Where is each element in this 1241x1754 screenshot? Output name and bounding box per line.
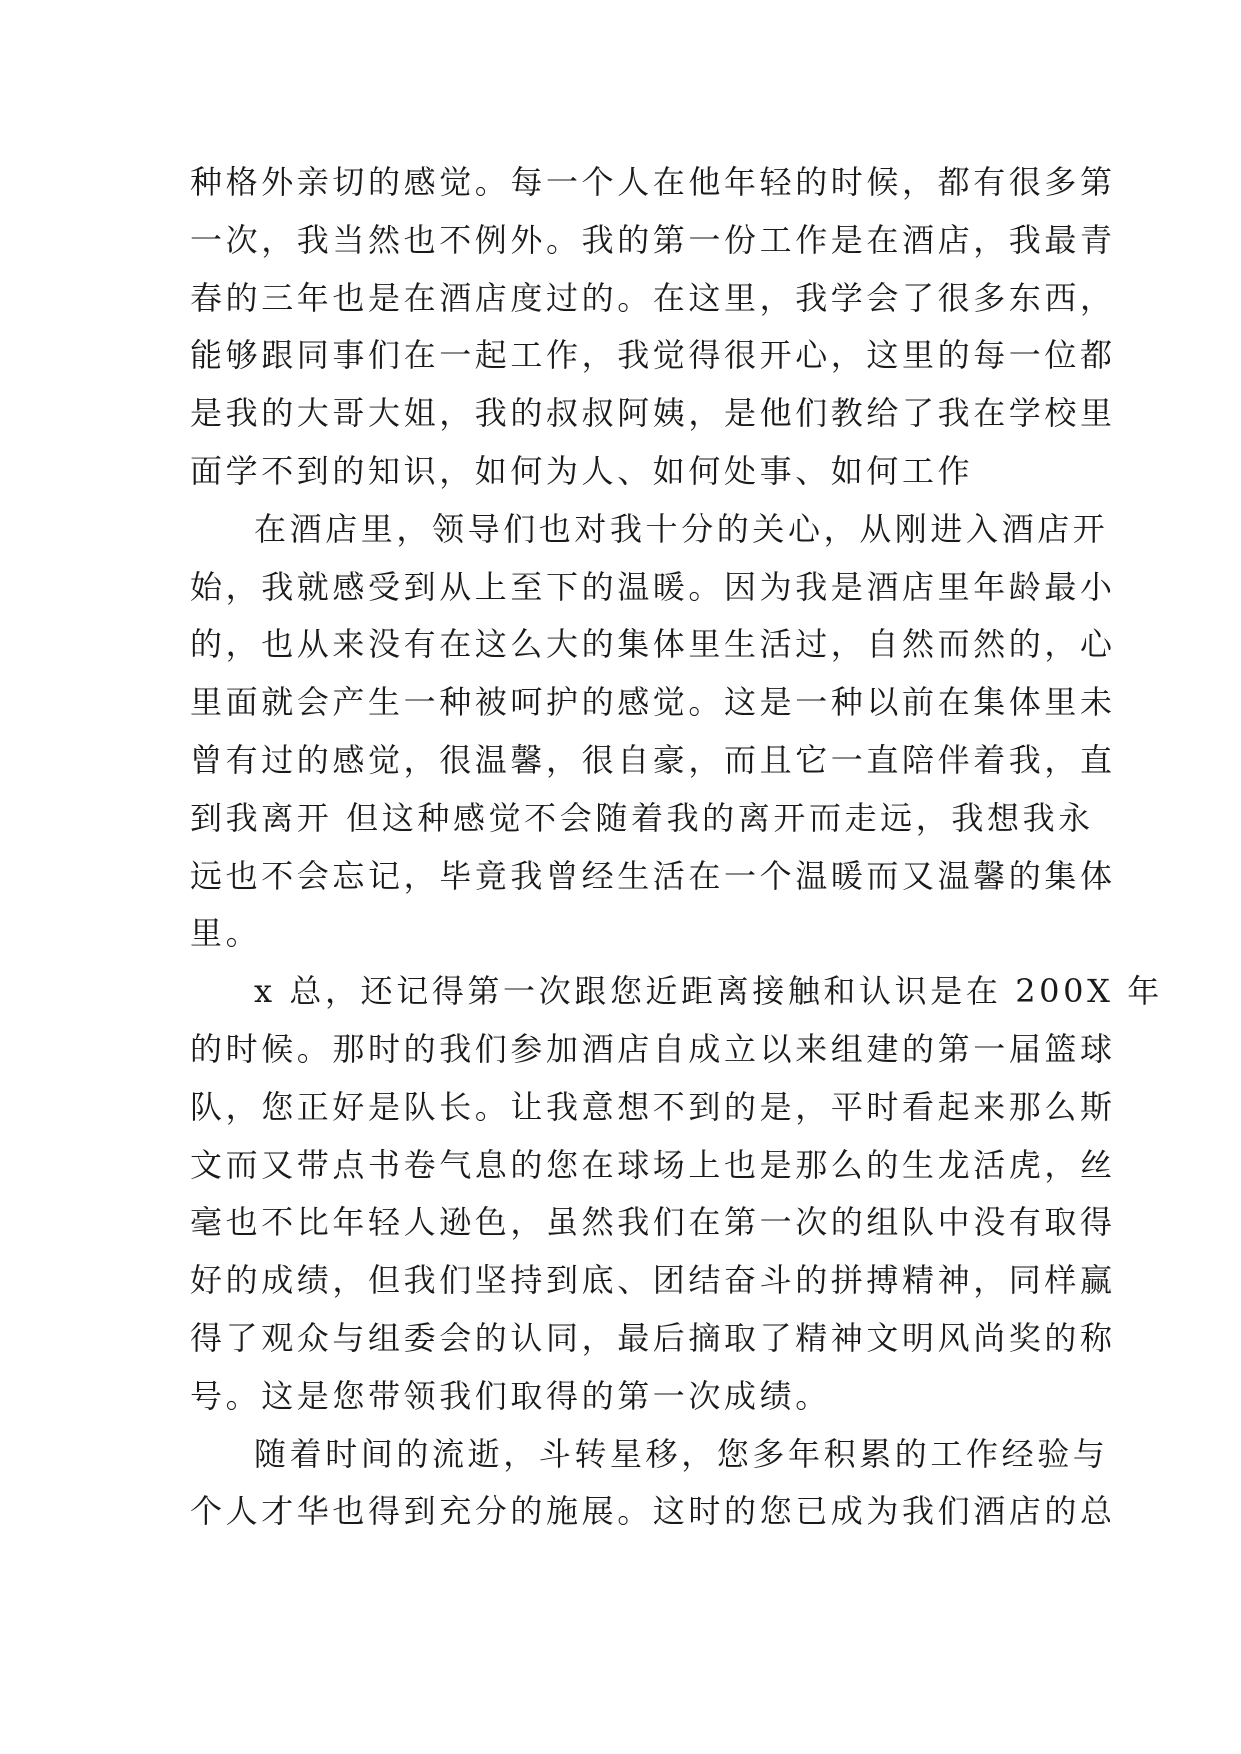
- paragraph-first-line: 在酒店里，领导们也对我十分的关心，从刚进入酒店开: [254, 509, 1109, 548]
- text-line: 的，也从来没有在这么大的集体里生活过，自然而然的，心: [190, 625, 1116, 664]
- text-line: 队，您正好是队长。让我意想不到的是，平时看起来那么斯: [190, 1087, 1116, 1126]
- text-line: 曾有过的感觉，很温馨，很自豪，而且它一直陪伴着我，直: [190, 740, 1116, 779]
- text-line: 春的三年也是在酒店度过的。在这里，我学会了很多东西，: [190, 278, 1116, 317]
- text-line: 种格外亲切的感觉。每一个人在他年轻的时候，都有很多第: [190, 163, 1116, 201]
- text-line: 个人才华也得到充分的施展。这时的您已成为我们酒店的总: [190, 1492, 1116, 1531]
- text-line: 到我离开 但这种感觉不会随着我的离开而走远，我想我永: [190, 798, 1094, 837]
- text-line: 得了观众与组委会的认同，最后摘取了精神文明风尚奖的称: [190, 1318, 1116, 1357]
- body-text: [190, 154, 1163, 1541]
- text-line: 里面就会产生一种被呵护的感觉。这是一种以前在集体里未: [190, 683, 1116, 722]
- text-line: 是我的大哥大姐，我的叔叔阿姨，是他们教给了我在学校里: [190, 394, 1116, 433]
- text-line: 文而又带点书卷气息的您在球场上也是那么的生龙活虎，丝: [190, 1145, 1116, 1184]
- text-line: 能够跟同事们在一起工作，我觉得很开心，这里的每一位都: [190, 336, 1116, 375]
- text-line: 号。这是您带领我们取得的第一次成绩。: [190, 1376, 831, 1415]
- text-line: 的时候。那时的我们参加酒店自成立以来组建的第一届篮球: [190, 1029, 1116, 1068]
- paragraph-first-line: 随着时间的流逝，斗转星移，您多年积累的工作经验与: [254, 1434, 1109, 1473]
- text-line: 一次，我当然也不例外。我的第一份工作是在酒店，我最青: [190, 220, 1116, 259]
- text-line: 始，我就感受到从上至下的温暖。因为我是酒店里年龄最小: [190, 567, 1116, 606]
- text-line: 里。: [190, 914, 262, 953]
- text-line: 远也不会忘记，毕竟我曾经生活在一个温暖而又温馨的集体: [190, 856, 1116, 895]
- text-line: 毫也不比年轻人逊色，虽然我们在第一次的组队中没有取得: [190, 1203, 1116, 1242]
- paragraph-first-line: x 总，还记得第一次跟您近距离接触和认识是在 200X 年: [254, 972, 1163, 1011]
- text-line: 好的成绩，但我们坚持到底、团结奋斗的拼搏精神，同样赢: [190, 1261, 1116, 1300]
- text-line: 面学不到的知识，如何为人、如何处事、如何工作: [190, 451, 974, 490]
